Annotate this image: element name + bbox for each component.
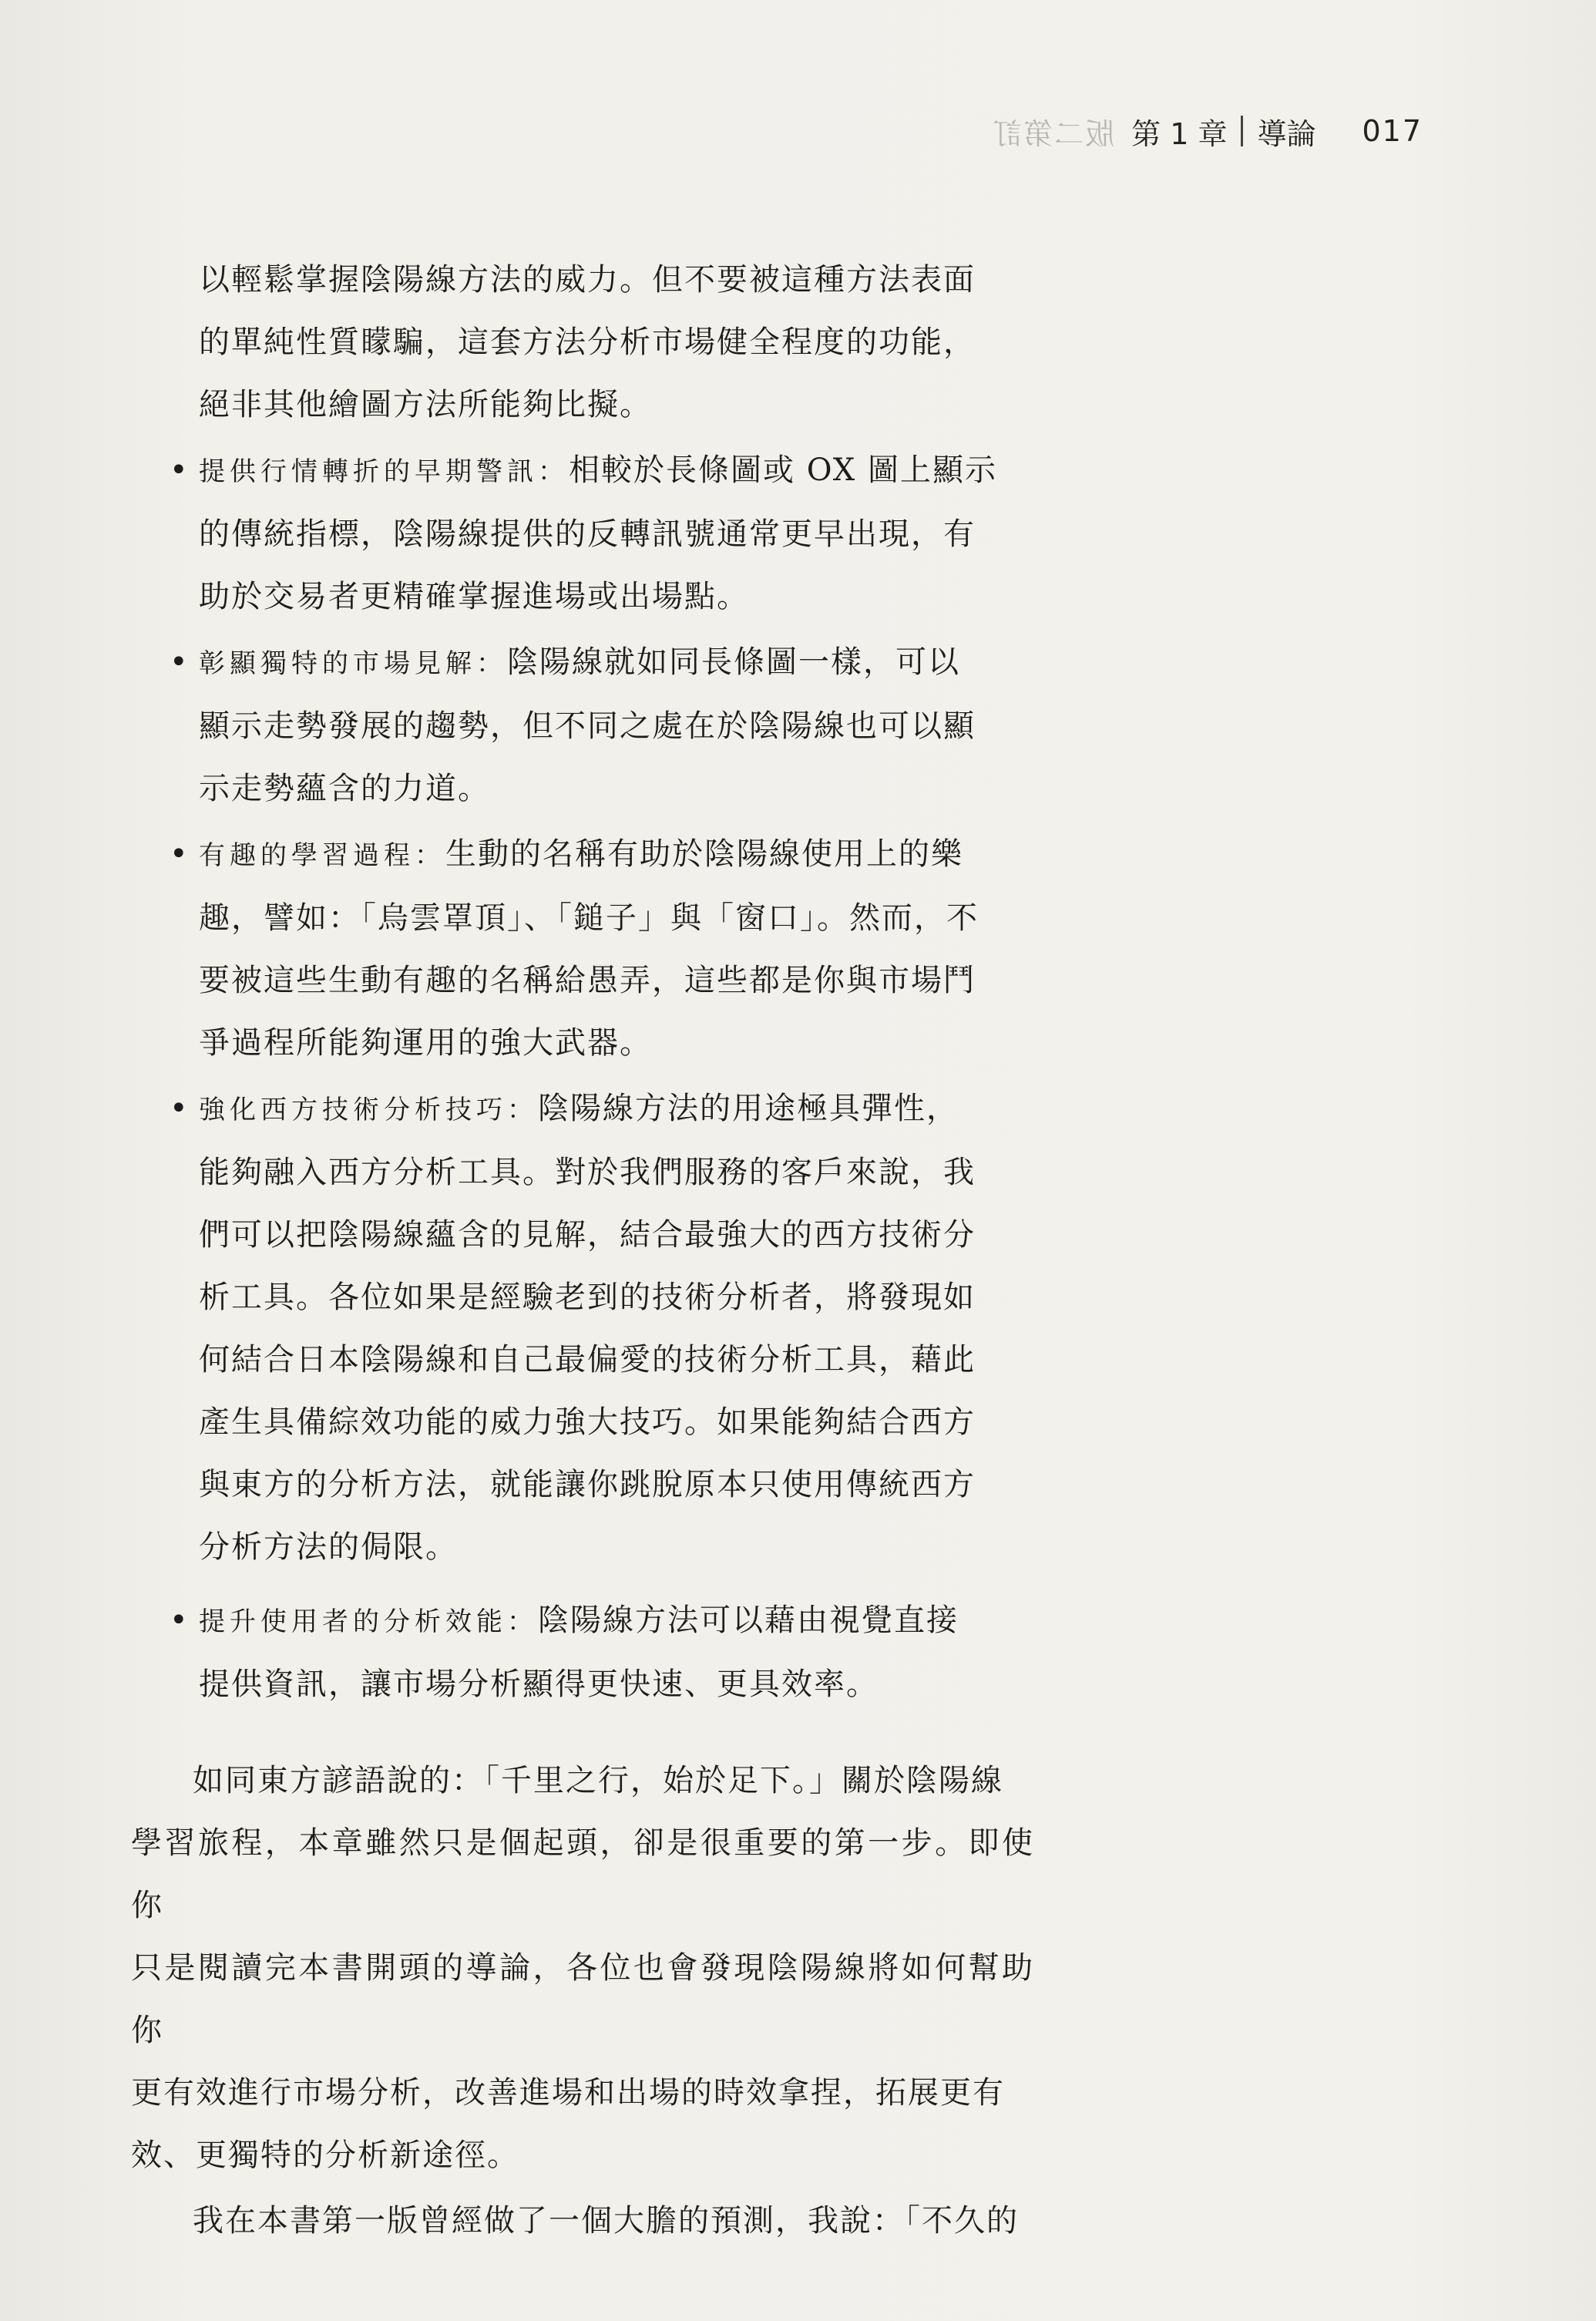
bullet-first-line [131,631,1034,695]
bullet-dot: • [170,644,190,680]
bullet-dot: • [170,1091,190,1126]
closing-paragraph [131,1750,1034,2187]
text-line: 的單純性質矇騙，這套方法分析市場健全程度的功能， [199,325,976,360]
text-line: 助於交易者更精確掌握進場或出場點。 [199,579,749,614]
section-title: 導論 [1257,116,1316,151]
bullet-lead: 強化西方技術分析技巧： [199,1095,538,1125]
bullet-first-line [131,823,1034,887]
text-line: 能夠融入西方分析工具。對於我們服務的客戶來說，我 [199,1155,976,1190]
text-line: 更有效進行市場分析，改善進場和出場的時效拿捏，拓展更有 [131,2075,1005,2111]
text-line: 爭過程所能夠運用的強大武器。 [199,1025,652,1061]
text-line: 與東方的分析方法，就能讓你跳脫原本只使用傳統西方 [199,1467,976,1502]
text-line: 示走勢蘊含的力道。 [199,771,490,806]
text-line: 趣，譬如：「烏雲罩頂」、「鎚子」與「窗口」。然而，不 [199,900,979,936]
text-line: 我在本書第一版曾經做了一個大膽的預測，我說：「不久的 [193,2203,1019,2239]
bullet-item [131,823,1034,1075]
bullet-item [131,1589,1034,1716]
bullet-text: 相較於長條圖或 OX 圖上顯示 [569,452,997,488]
text-line: 以輕鬆掌握陰陽線方法的威力。但不要被這種方法表面 [199,262,976,298]
intro-paragraph [131,249,1034,436]
text-line: 們可以把陰陽線蘊含的見解，結合最強大的西方技術分 [199,1217,976,1253]
bullet-dot: • [170,836,190,872]
bullet-item [131,439,1034,628]
bullet-first-line [131,1589,1034,1653]
body-text [131,249,1034,2252]
text-line: 只是閱讀完本書開頭的導論，各位也會發現陰陽線將如何幫助你 [131,1950,1034,2048]
bullet-lead: 提供行情轉折的早期警訊： [199,456,569,487]
bullet-text: 生動的名稱有助於陰陽線使用上的樂 [445,836,963,872]
bullet-text: 陰陽線方法的用途極具彈性， [538,1091,959,1126]
closing-paragraph [131,2190,1034,2252]
text-line: 提供資訊，讓市場分析顯得更快速、更具效率。 [199,1667,879,1702]
bullet-lead: 提升使用者的分析效能： [199,1606,538,1637]
header-bleed-through: 版二第訂 [991,116,1115,151]
text-line: 分析方法的侷限。 [199,1529,458,1565]
text-line: 學習旅程，本章雖然只是個起頭，卻是很重要的第一步。即使你 [131,1825,1034,1923]
bullet-first-line [131,439,1034,503]
bullet-lead: 彰顯獨特的市場見解： [199,648,507,679]
text-line: 顯示走勢發展的趨勢，但不同之處在於陰陽線也可以顯 [199,708,976,744]
bullet-dot: • [170,452,190,488]
text-line: 的傳統指標，陰陽線提供的反轉訊號通常更早出現，有 [199,516,976,552]
text-line: 產生具備綜效功能的威力強大技巧。如果能夠結合西方 [199,1404,976,1440]
page-number: 017 [1362,114,1423,148]
text-line: 如同東方諺語說的：「千里之行，始於足下。」關於陰陽線 [193,1763,1003,1798]
text-line: 效、更獨特的分析新途徑。 [131,2138,519,2173]
text-line: 要被這些生動有趣的名稱給愚弄，這些都是你與市場鬥 [199,963,976,998]
bullet-item [131,1078,1034,1579]
bullet-first-line [131,1078,1034,1142]
running-header [991,108,1423,154]
header-divider [1241,116,1243,146]
bullet-dot: • [170,1603,190,1638]
bullet-item [131,631,1034,820]
bullet-text: 陰陽線方法可以藉由視覺直接 [538,1603,959,1638]
text-line: 絕非其他繪圖方法所能夠比擬。 [199,387,652,422]
bullet-lead: 有趣的學習過程： [199,840,445,871]
chapter-label: 第 1 章 [1131,116,1228,151]
bullet-text: 陰陽線就如同長條圖一樣，可以 [507,644,960,680]
text-line: 析工具。各位如果是經驗老到的技術分析者，將發現如 [199,1280,976,1315]
text-line: 何結合日本陰陽線和自己最偏愛的技術分析工具，藉此 [199,1342,976,1377]
